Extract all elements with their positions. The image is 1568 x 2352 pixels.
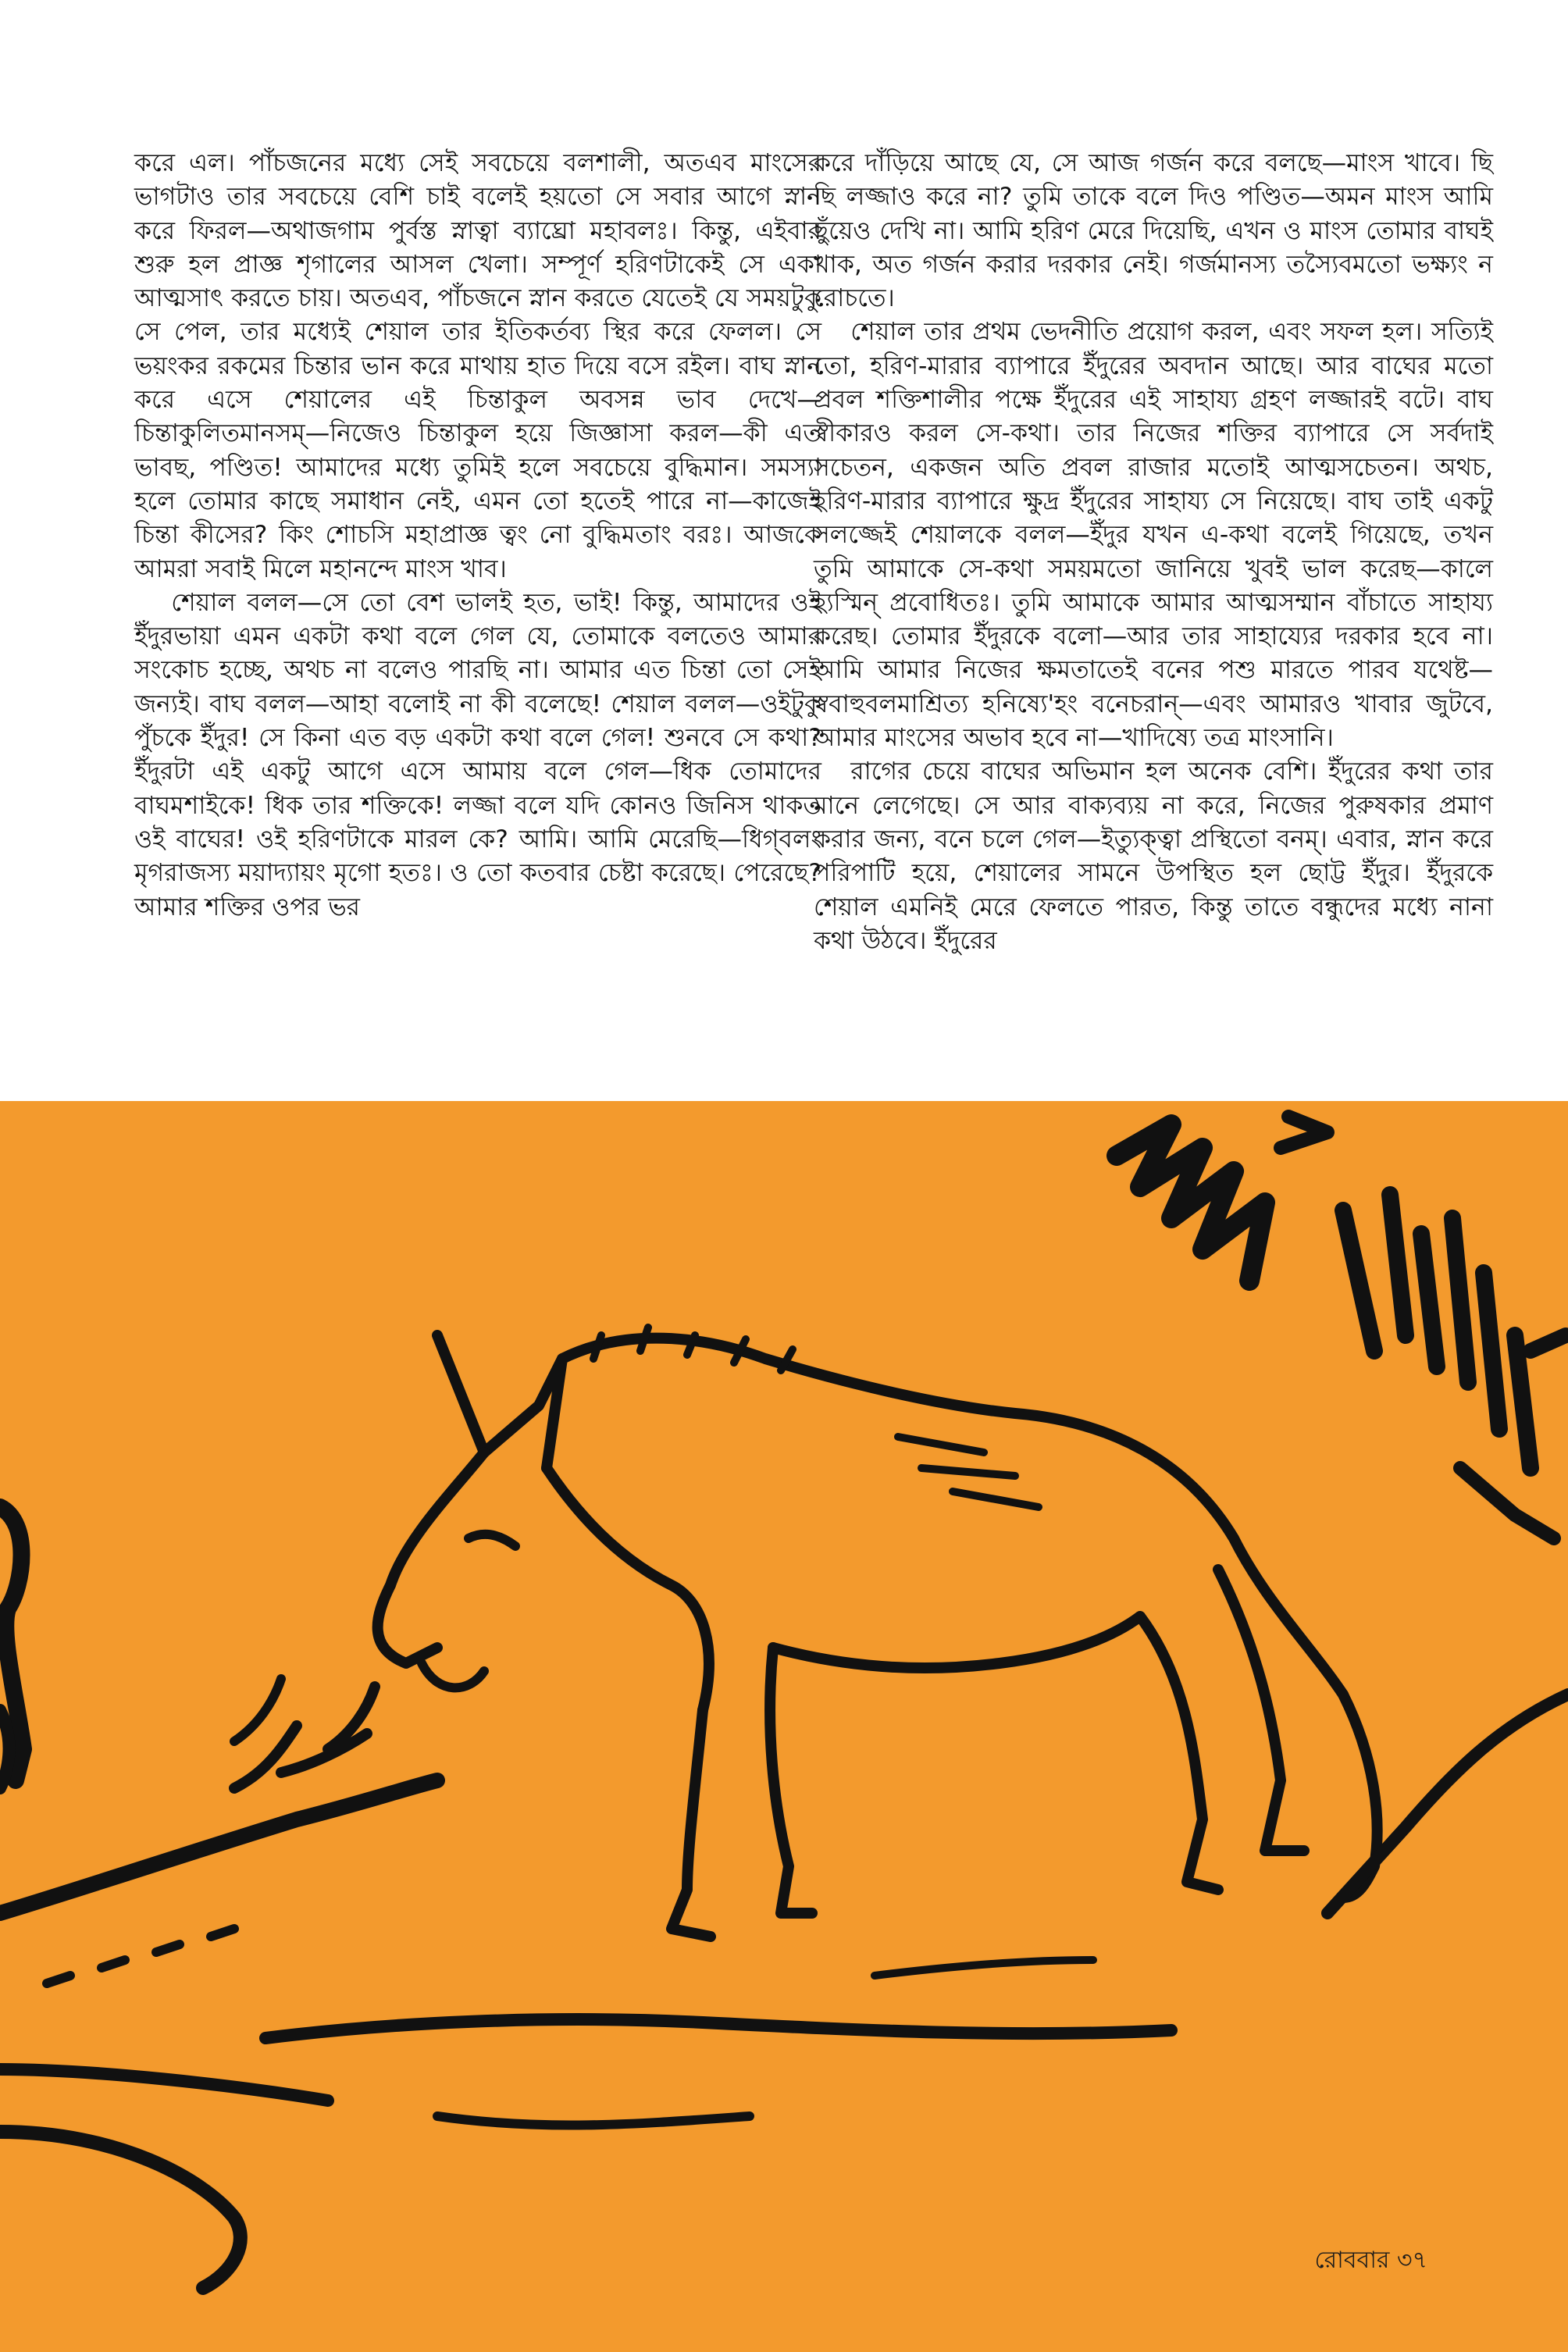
article-paragraph: শেয়াল বলল—সে তো বেশ ভালই হত, ভাই! কিন্তু, আমাদের ওই ইঁদুরভায়া এমন একটা কথা বলে গেল যে, তোমাকে বলতেও আমার সংকোচ হচ্ছে, অথচ না বলেও পারছি না। আমার এত চিন্তা তো সেই জন্যই। বাঘ বলল—আহা বলোই না কী বলেছে! শেয়াল বলল—ওইটুকু পুঁচকে ইঁদুর! সে কিনা এত বড় একটা কথা বলে গেল! শুনবে সে কথা? ইঁদুরটা এই একটু আগে এসে আমায় বলে গেল—ধিক তোমাদের বাঘমশাইকে! ধিক তার শক্তিকে! লজ্জা বলে যদি কোনও জিনিস থাকত ওই বাঘের! ওই হরিণটাকে মারল কে? আমি। আমি মেরেছি—ধিগ্‌বলং মৃগরাজস্য ময়াদ্যায়ং মৃগো হতঃ। ও তো কতবার চেষ্টা করেছে। পেরেছে? আমার শক্তির ওপর ভর — [134, 588, 821, 921]
page-folio: রোববার ৩৭ — [1314, 2247, 1427, 2274]
article-column-left — [134, 147, 821, 925]
article-column-right — [814, 147, 1493, 958]
jackal-drawing — [0, 1101, 1568, 2352]
article-paragraph: রাগের চেয়ে বাঘের অভিমান হল অনেক বেশি। ইঁদুরের কথা তার মানে লেগেছে। সে আর বাক্যব্যয় না করে, নিজের পুরুষকার প্রমাণ করার জন্য, বনে চলে গেল—ইত্যুক্ত্বা প্রস্থিতো বনম্। এবার, স্নান করে পরিপাটি হয়ে, শেয়ালের সামনে উপস্থিত হল ছোট্ট ইঁদুর। ইঁদুরকে শেয়াল এমনিই মেরে ফেলতে পারত, কিন্তু তাতে বন্ধুদের মধ্যে নানা কথা উঠবে। ইঁদুরের — [814, 757, 1493, 955]
jackal-illustration — [0, 1101, 1568, 2352]
article-text-area — [0, 0, 1568, 1101]
article-paragraph: করে এল। পাঁচজনের মধ্যে সেই সবচেয়ে বলশালী, অতএব মাংসের ভাগটাও তার সবচেয়ে বেশি চাই বলেই হয়তো সে সবার আগে স্নান করে ফিরল—অথাজগাম পুর্বস্ত স্নাত্বা ব্যাঘ্রো মহাবলঃ। কিন্তু, এইবার শুরু হল প্রাজ্ঞ শৃগালের আসল খেলা। সম্পূর্ণ হরিণটাকেই সে একা আত্মসাৎ করতে চায়। অতএব, পাঁচজনে স্নান করতে যেতেই যে সময়টুকু সে পেল, তার মধ্যেই শেয়াল তার ইতিকর্তব্য স্থির করে ফেলল। সে ভয়ংকর রকমের চিন্তার ভান করে মাথায় হাত দিয়ে বসে রইল। বাঘ স্নান করে এসে শেয়ালের এই চিন্তাকুল অবসন্ন ভাব দেখে—চিন্তাকুলিতমানসম্—নিজেও চিন্তাকুল হয়ে জিজ্ঞাসা করল—কী এত ভাবছ, পণ্ডিত! আমাদের মধ্যে তুমিই হলে সবচেয়ে বুদ্ধিমান। সমস্যা হলে তোমার কাছে সমাধান নেই, এমন তো হতেই পারে না—কাজেই চিন্তা কীসের? কিং শোচসি মহাপ্রাজ্ঞ ত্বং নো বুদ্ধিমতাং বরঃ। আজকে আমরা সবাই মিলে মহানন্দে মাংস খাব। — [134, 149, 821, 583]
article-paragraph: শেয়াল তার প্রথম ভেদনীতি প্রয়োগ করল, এবং সফল হল। সত্যিই তো, হরিণ-মারার ব্যাপারে ইঁদুরের অবদান আছে। আর বাঘের মতো প্রবল শক্তিশালীর পক্ষে ইঁদুরের এই সাহায্য গ্রহণ লজ্জারই বটে। বাঘ স্বীকারও করল সে-কথা। তার নিজের শক্তির ব্যাপারে সে সর্বদাই সচেতন, একজন অতি প্রবল রাজার মতোই আত্মসচেতন। অথচ, হরিণ-মারার ব্যাপারে ক্ষুদ্র ইঁদুরের সাহায্য সে নিয়েছে। বাঘ তাই একটু সলজ্জেই শেয়ালকে বলল—ইঁদুর যখন এ-কথা বলেই গিয়েছে, তখন তুমি আমাকে সে-কথা সময়মতো জানিয়ে খুবই ভাল করেছ—কালে হ্যস্মিন্ প্রবোধিতঃ। তুমি আমাকে আমার আত্মসম্মান বাঁচাতে সাহায্য করেছ। তোমার ইঁদুরকে বলো—আর তার সাহায্যের দরকার হবে না। আমি আমার নিজের ক্ষমতাতেই বনের পশু মারতে পারব যথেষ্ট—স্ববাহুবলমাশ্রিত্য হনিষ্যে'হং বনেচরান্—এবং আমারও খাবার জুটবে, আমার মাংসের অভাব হবে না—খাদিষ্যে তত্র মাংসানি। — [814, 318, 1493, 753]
article-paragraph: করে দাঁড়িয়ে আছে যে, সে আজ গর্জন করে বলছে—মাংস খাবে। ছি ছি লজ্জাও করে না? তুমি তাকে বলে দিও পণ্ডিত—অমন মাংস আমি ছুঁয়েও দেখি না। আমি হরিণ মেরে দিয়েছি, এখন ও মাংস তোমার বাঘই খাক, অত গর্জন করার দরকার নেই। গর্জমানস্য তস্যৈবমতো ভক্ষ্যং ন রোচতে। — [814, 149, 1493, 313]
